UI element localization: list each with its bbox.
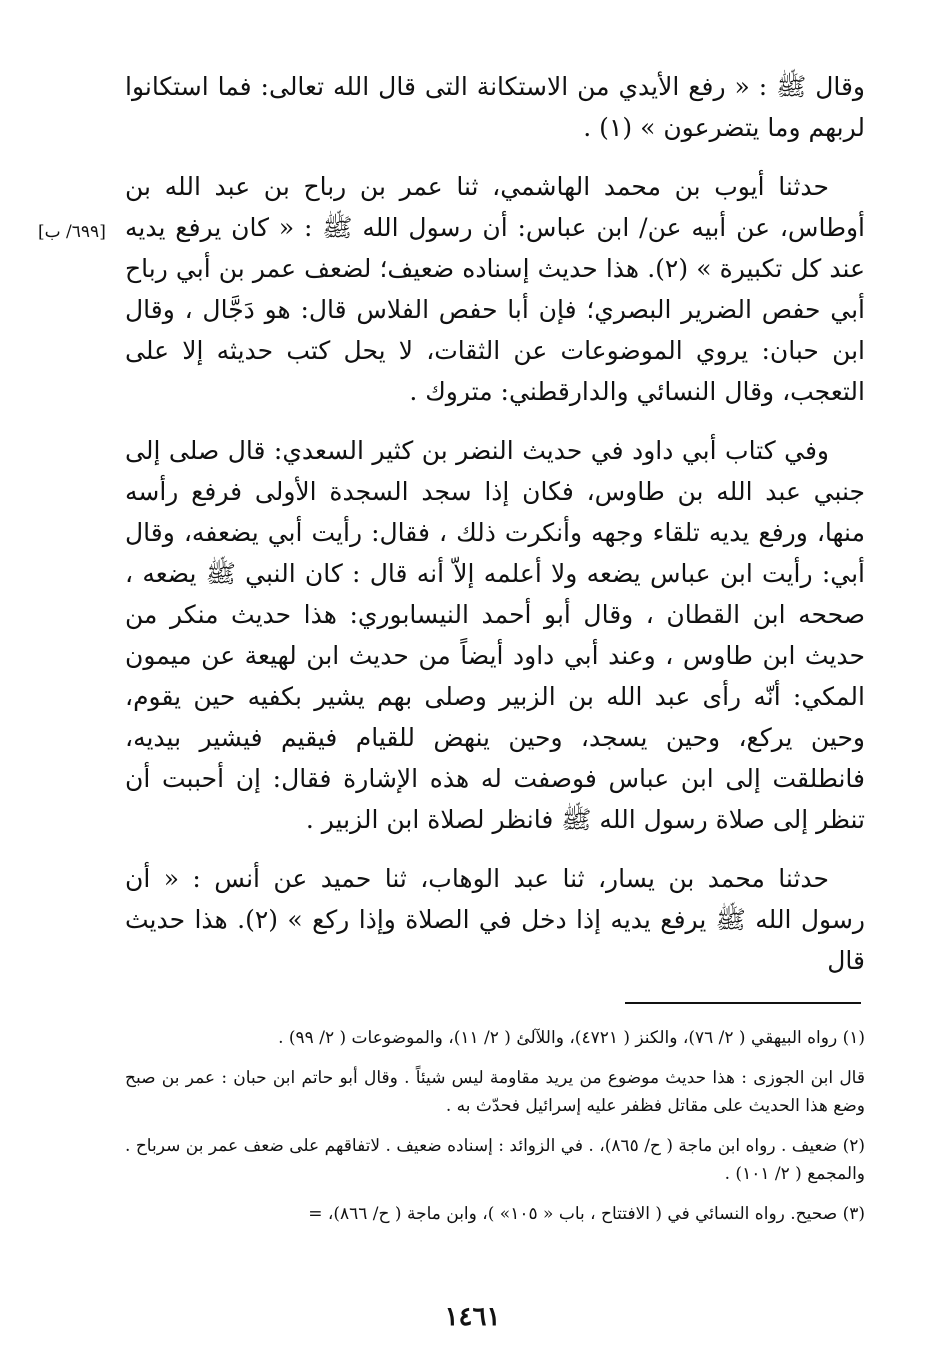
- margin-manuscript-reference: [٦٩٩/ ب]: [38, 222, 106, 242]
- footnote-separator: [625, 1002, 861, 1004]
- paragraph-3: وفي كتاب أبي داود في حديث النضر بن كثير السعدي: قال صلى إلى جنبي عبد الله بن طاوس، فكان إذا سجد السجدة الأولى فرفع رأسه منها، ورفع يديه تلقاء وجهه وأنكرت ذلك ، فقال: رأيت أبي يضعفه، وقال أبي: رأيت ابن عباس يضعه ولا أعلمه إلاّ أنه قال : كان النبي ﷺ يضعه ، صححه ابن القطان ، وقال أبو أحمد النيسابوري: هذا حديث منكر من حديث ابن طاوس ، وعند أبي داود أيضاً من حديث ابن لهيعة عن ميمون المكي: أنّه رأى عبد الله بن الزبير وصلى بهم يشير بكفيه حين يقوم، وحين يركع، وحين يسجد، وحين ينهض للقيام فيقيم فيشير بيديه، فانطلقت إلى ابن عباس فوصفت له هذه الإشارة فقال: إن أحببت أن تنظر إلى صلاة رسول الله ﷺ فانظر لصلاة ابن الزبير .: [125, 436, 865, 834]
- footnote-1-continued: قال ابن الجوزى : هذا حديث موضوع من يريد مقاومة ليس شيئاً . وقال أبو حاتم ابن حبان : عمر بن صبح وضع هذا الحديث على مقاتل فظفر عليه إسرائيل فحدّث به .: [125, 1068, 865, 1116]
- paragraph-1: وقال ﷺ : « رفع الأيدي من الاستكانة التى قال الله تعالى: فما استكانوا لربهم وما يتضرعون » (١) .: [125, 72, 865, 142]
- footnote-3: (٣) صحيح. رواه النسائي في ( الافتتاح ، باب « ١٠٥» )، وابن ماجة ( ح/ ٨٦٦)، =: [308, 1204, 865, 1224]
- main-text-body: [125, 66, 865, 999]
- footnote-2: (٢) ضعيف . رواه ابن ماجة ( ح/ ٨٦٥)، . في الزوائد : إسناده ضعيف . لاتفاقهم على ضعف عمر بن سرباح . والمجمع ( ٢/ ١٠١) .: [125, 1136, 865, 1184]
- paragraph-2: حدثنا أيوب بن محمد الهاشمي، ثنا عمر بن رباح بن عبد الله بن أوطاس، عن أبيه عن/ ابن عباس: أن رسول الله ﷺ : « كان يرفع يديه عند كل تكبيرة » (٢). هذا حديث إسناده ضعيف؛ لضعف عمر بن أبي رباح أبي حفص الضرير البصري؛ فإن أبا حفص الفلاس قال: هو دَجَّال ، وقال ابن حبان: يروي الموضوعات عن الثقات، لا يحل كتب حديثه إلا على التعجب، وقال النسائي والدارقطني: متروك .: [125, 172, 866, 406]
- paragraph-4: حدثنا محمد بن يسار، ثنا عبد الوهاب، ثنا حميد عن أنس : « أن رسول الله ﷺ يرفع يديه إذا دخل في الصلاة وإذا ركع » (٢). هذا حديث قال: [125, 864, 865, 975]
- page-number: ١٤٦١: [444, 1302, 501, 1332]
- footnote-1: (١) رواه البيهقي ( ٢/ ٧٦)، والكنز ( ٤٧٢١)، واللآلئ ( ٢/ ١١)، والموضوعات ( ٢/ ٩٩) .: [278, 1028, 865, 1048]
- footnotes-section: [125, 1024, 865, 1240]
